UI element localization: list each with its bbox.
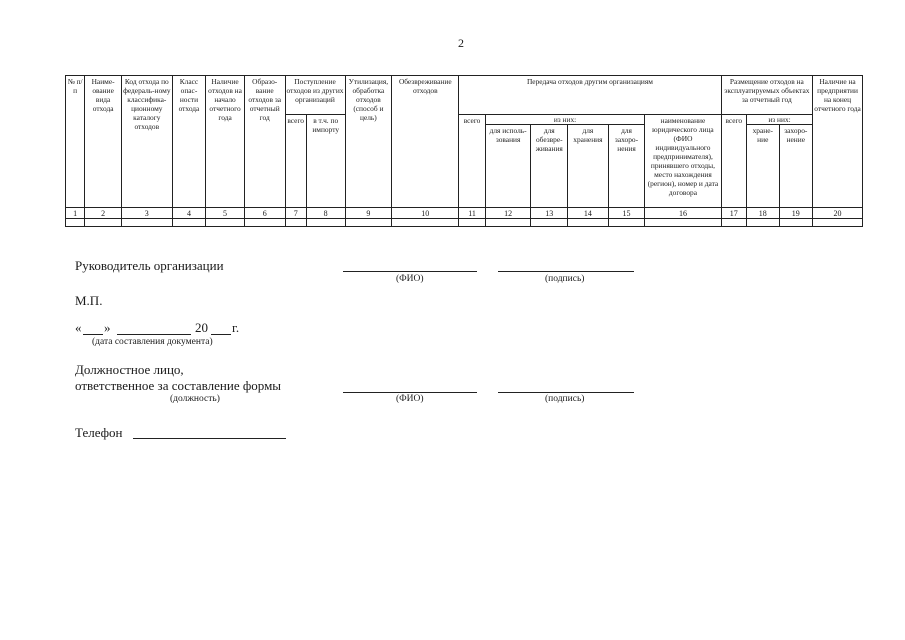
- official-signature-line[interactable]: [498, 392, 634, 393]
- date-day-line[interactable]: [83, 334, 103, 335]
- col-header-transfer-total: всего: [459, 115, 485, 208]
- column-number-cell: 19: [779, 208, 813, 219]
- table-cell[interactable]: [813, 219, 863, 227]
- column-number-cell: 5: [206, 208, 245, 219]
- column-number-cell: 12: [485, 208, 531, 219]
- col-header-end-balance: Наличие на предприятии на конец отчетного года: [813, 76, 863, 208]
- table-cell[interactable]: [608, 219, 645, 227]
- col-header-placement: Размещение отходов на эксплуатируемых объектах за отчетный год: [721, 76, 812, 115]
- table-cell[interactable]: [568, 219, 609, 227]
- col-header-start-balance: Наличие отходов на начало отчетного года: [206, 76, 245, 208]
- col-header-transfer-of: из них:: [485, 115, 645, 125]
- table-cell[interactable]: [85, 219, 122, 227]
- column-number-cell: 3: [121, 208, 172, 219]
- col-header-formed: Образо-вание отходов за отчетный год: [244, 76, 285, 208]
- column-number-cell: 8: [306, 208, 345, 219]
- date-year-prefix: 20: [195, 320, 208, 335]
- col-header-transfer-burial: для захоро-нения: [608, 125, 645, 208]
- date-suffix: г.: [232, 320, 240, 335]
- head-fio-caption: (ФИО): [396, 274, 424, 284]
- table-cell[interactable]: [66, 219, 85, 227]
- column-number-row: [66, 208, 863, 219]
- table-cell[interactable]: [531, 219, 568, 227]
- table-cell[interactable]: [747, 219, 780, 227]
- head-signature-line[interactable]: [498, 271, 634, 272]
- head-signature-caption: (подпись): [545, 274, 585, 284]
- table-cell[interactable]: [172, 219, 206, 227]
- column-number-cell: 14: [568, 208, 609, 219]
- official-signature-caption: (подпись): [545, 394, 585, 404]
- column-number-cell: 2: [85, 208, 122, 219]
- stamp-label: М.П.: [75, 293, 103, 308]
- column-number-cell: 18: [747, 208, 780, 219]
- date-year-line[interactable]: [211, 334, 231, 335]
- col-header-receipt: Поступление отходов из других организаций: [285, 76, 345, 115]
- col-header-placement-storage: хране-ние: [747, 125, 780, 208]
- head-fio-line[interactable]: [343, 271, 477, 272]
- column-number-cell: 16: [645, 208, 721, 219]
- column-number-cell: 11: [459, 208, 485, 219]
- position-caption: (должность): [170, 394, 220, 404]
- table-cell[interactable]: [244, 219, 285, 227]
- column-number-cell: 4: [172, 208, 206, 219]
- table-cell[interactable]: [721, 219, 746, 227]
- table-row[interactable]: [66, 219, 863, 227]
- col-header-placement-burial: захоро-нение: [779, 125, 813, 208]
- table-cell[interactable]: [392, 219, 459, 227]
- column-number-cell: 10: [392, 208, 459, 219]
- column-number-cell: 9: [345, 208, 392, 219]
- col-header-hazard-class: Класс опас-ности отхода: [172, 76, 206, 208]
- col-header-transfer-neutral: для обезвре-живания: [531, 125, 568, 208]
- col-header-transfer: Передача отходов другим организациям: [459, 76, 721, 115]
- date-open-quote: «: [75, 320, 82, 335]
- table-cell[interactable]: [485, 219, 531, 227]
- head-label: Руководитель организации: [75, 258, 224, 273]
- phone-line[interactable]: [133, 438, 286, 439]
- column-number-cell: 7: [285, 208, 306, 219]
- phone-label: Телефон: [75, 425, 123, 440]
- col-header-utilization: Утилизация, обработка отходов (способ и цель): [345, 76, 392, 208]
- col-header-transfer-storage: для хранения: [568, 125, 609, 208]
- table-cell[interactable]: [306, 219, 345, 227]
- table-cell[interactable]: [285, 219, 306, 227]
- table-cell[interactable]: [645, 219, 721, 227]
- col-header-receipt-total: всего: [285, 115, 306, 208]
- table-cell[interactable]: [779, 219, 813, 227]
- official-label-line1: Должностное лицо,: [75, 362, 184, 377]
- date-close-quote: »: [104, 320, 111, 335]
- official-label-line2: ответственное за составление формы: [75, 378, 282, 393]
- official-fio-line[interactable]: [343, 392, 477, 393]
- column-number-cell: 17: [721, 208, 746, 219]
- table-cell[interactable]: [459, 219, 485, 227]
- col-header-receipt-import: в т.ч. по импорту: [306, 115, 345, 208]
- col-header-waste-code: Код отхода по федераль-ному классифика-ционному каталогу отходов: [121, 76, 172, 208]
- column-number-cell: 13: [531, 208, 568, 219]
- col-header-neutralization: Обезвреживание отходов: [392, 76, 459, 208]
- col-header-waste-name: Наиме-ование вида отхода: [85, 76, 122, 208]
- column-number-cell: 20: [813, 208, 863, 219]
- date-month-line[interactable]: [117, 334, 191, 335]
- date-caption: (дата составления документа): [92, 337, 213, 347]
- table-cell[interactable]: [206, 219, 245, 227]
- waste-report-table: [65, 75, 863, 227]
- col-header-placement-of: из них:: [747, 115, 813, 125]
- col-header-transfer-recipient: наименование юридического лица (ФИО индивидуального предпринимателя), принявшего отходы, место нахождения (регион), номер и дата договора: [645, 115, 721, 208]
- official-fio-caption: (ФИО): [396, 394, 424, 404]
- col-header-number: № п/п: [66, 76, 85, 208]
- column-number-cell: 1: [66, 208, 85, 219]
- table-cell[interactable]: [345, 219, 392, 227]
- table-cell[interactable]: [121, 219, 172, 227]
- col-header-placement-total: всего: [721, 115, 746, 208]
- page-number: 2: [458, 36, 464, 50]
- col-header-transfer-use: для исполь-зования: [485, 125, 531, 208]
- column-number-cell: 6: [244, 208, 285, 219]
- column-number-cell: 15: [608, 208, 645, 219]
